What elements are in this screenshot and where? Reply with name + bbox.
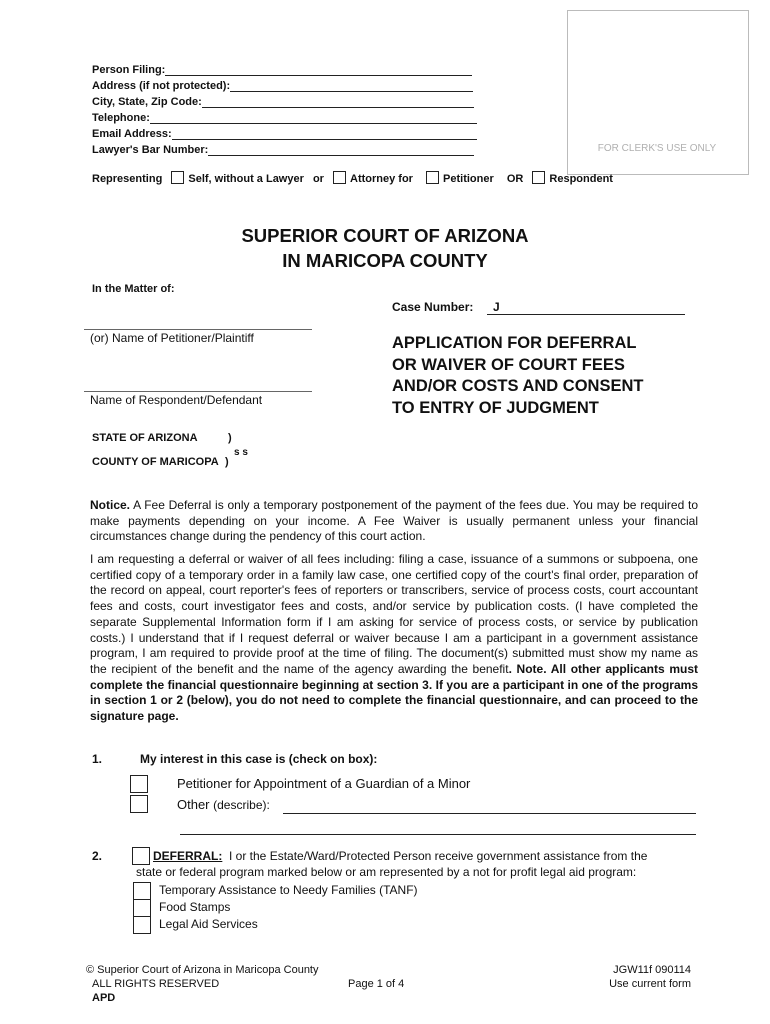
deferral-line bbox=[153, 849, 647, 863]
request-note: . Note. All other applicants must complete the financial questionnaire beginning at section 3. If you are a participant in one of the programs in section 1 or 2 (below), you do not need to complete the financial questionnaire, and can proceed to the signature page. bbox=[90, 661, 698, 724]
city-state-zip-row bbox=[92, 96, 474, 108]
petitioner-name-line[interactable] bbox=[84, 329, 312, 330]
other-option bbox=[177, 797, 270, 812]
venue-paren-1: ) bbox=[228, 432, 232, 444]
address-label: Address (if not protected): bbox=[92, 80, 231, 92]
bar-number-row bbox=[92, 144, 474, 156]
email-row bbox=[92, 128, 477, 140]
application-title bbox=[392, 333, 643, 419]
other-describe-label: (describe): bbox=[213, 798, 270, 812]
attorney-checkbox[interactable] bbox=[333, 171, 346, 184]
application-title-line: OR WAIVER OF COURT FEES bbox=[392, 355, 625, 374]
request-paragraph bbox=[90, 552, 698, 725]
person-filing-field[interactable] bbox=[165, 64, 472, 76]
footer-rights: ALL RIGHTS RESERVED bbox=[92, 978, 220, 990]
or-label: or bbox=[312, 173, 324, 185]
petitioner-name-label: (or) Name of Petitioner/Plaintiff bbox=[90, 331, 254, 345]
petitioner-checkbox[interactable] bbox=[426, 171, 439, 184]
footer-form-id: JGW11f 090114 bbox=[613, 964, 691, 976]
person-filing-label: Person Filing: bbox=[92, 64, 166, 76]
notice-text: A Fee Deferral is only a temporary postponement of the payment of the fees due. You may be required to make payments depending on your income. A Fee Waiver is usually permanent unless your financial circumstances change during the pendency of this court action. bbox=[90, 498, 699, 544]
tanf-checkbox[interactable] bbox=[133, 882, 151, 900]
legal-aid-checkbox[interactable] bbox=[133, 916, 151, 934]
ss-label: s s bbox=[234, 447, 248, 458]
telephone-field[interactable] bbox=[150, 112, 477, 124]
footer-use-current: Use current form bbox=[609, 978, 691, 990]
section1-number: 1. bbox=[92, 752, 103, 766]
venue-paren-2: ) bbox=[225, 456, 229, 468]
footer-page-number: Page 1 of 4 bbox=[348, 978, 405, 990]
representing-label: Representing bbox=[92, 173, 163, 185]
bar-number-field[interactable] bbox=[208, 144, 474, 156]
guardian-checkbox[interactable] bbox=[130, 775, 148, 793]
attorney-label: Attorney for bbox=[350, 173, 413, 185]
application-title-line: AND/OR COSTS AND CONSENT bbox=[392, 377, 644, 395]
city-state-zip-label: City, State, Zip Code: bbox=[92, 96, 202, 108]
deferral-label: DEFERRAL: bbox=[153, 849, 223, 863]
case-number-prefix: J bbox=[493, 300, 500, 314]
guardian-option-label: Petitioner for Appointment of a Guardian of a Minor bbox=[177, 776, 471, 791]
application-title-line: APPLICATION FOR DEFERRAL bbox=[392, 334, 637, 352]
other-checkbox[interactable] bbox=[130, 795, 148, 813]
respondent-name-label: Name of Respondent/Defendant bbox=[90, 393, 263, 407]
clerk-use-label: FOR CLERK'S USE ONLY bbox=[597, 143, 717, 154]
representing-row bbox=[92, 171, 613, 185]
footer-copyright: © Superior Court of Arizona in Maricopa County bbox=[86, 964, 319, 976]
footer-code: APD bbox=[92, 992, 116, 1004]
or-label-2: OR bbox=[506, 173, 524, 185]
respondent-label: Respondent bbox=[549, 173, 613, 185]
telephone-label: Telephone: bbox=[92, 112, 150, 124]
address-row bbox=[92, 80, 473, 92]
self-label: Self, without a Lawyer bbox=[188, 173, 304, 185]
state-label: STATE OF ARIZONA bbox=[92, 432, 198, 444]
notice-heading: Notice. bbox=[90, 498, 131, 512]
petitioner-label: Petitioner bbox=[443, 173, 494, 185]
respondent-checkbox[interactable] bbox=[532, 171, 545, 184]
food-stamps-checkbox[interactable] bbox=[133, 899, 151, 917]
matter-label: In the Matter of: bbox=[92, 283, 175, 295]
food-stamps-label: Food Stamps bbox=[159, 900, 231, 914]
legal-aid-label: Legal Aid Services bbox=[159, 917, 258, 931]
bar-number-label: Lawyer's Bar Number: bbox=[92, 144, 209, 156]
case-number-label: Case Number: bbox=[392, 300, 474, 314]
deferral-text: I or the Estate/Ward/Protected Person receive government assistance from the bbox=[229, 849, 648, 863]
case-number-field[interactable] bbox=[487, 300, 685, 315]
city-state-zip-field[interactable] bbox=[202, 96, 474, 108]
tanf-label: Temporary Assistance to Needy Families (TANF) bbox=[159, 883, 418, 897]
deferral-text-2: state or federal program marked below or am represented by a not for profit legal aid program: bbox=[136, 865, 637, 879]
email-field[interactable] bbox=[172, 128, 477, 140]
other-describe-field[interactable] bbox=[283, 813, 696, 814]
other-describe-field-2[interactable] bbox=[180, 834, 696, 835]
court-title-line1: SUPERIOR COURT OF ARIZONA bbox=[241, 225, 529, 246]
email-label: Email Address: bbox=[92, 128, 172, 140]
telephone-row bbox=[92, 112, 477, 124]
address-field[interactable] bbox=[230, 80, 473, 92]
application-title-line: TO ENTRY OF JUDGMENT bbox=[392, 398, 599, 417]
court-title-line2: IN MARICOPA COUNTY bbox=[282, 250, 488, 271]
notice-paragraph bbox=[90, 498, 698, 545]
other-option-label: Other bbox=[177, 797, 210, 812]
self-checkbox[interactable] bbox=[171, 171, 184, 184]
deferral-checkbox[interactable] bbox=[132, 847, 150, 865]
county-label: COUNTY OF MARICOPA bbox=[92, 456, 219, 468]
person-filing-row bbox=[92, 64, 472, 76]
request-text: I am requesting a deferral or waiver of all fees including: filing a case, issuance of a summons or subpoena, one certified copy of a temporary order in a family law case, one certified copy of the court's final order, preparation of the record on appeal, court reporter's fees of reporters or transcribers, service of process costs, court accountant fees and costs, court investigator fees and costs, and/or service by publication costs. (I have completed the separate Supplemental Information form if I am asking for service of process costs, or service by publication costs.) I understand that if I request deferral or waiver because I am a participant in a government assistance program, I am required to provide proof at the time of filing. The document(s) submitted must show my name as the recipient of the benefit and the name of the agency awarding the benefit bbox=[90, 552, 698, 676]
section2-number: 2. bbox=[92, 849, 103, 863]
respondent-name-line[interactable] bbox=[84, 391, 312, 392]
section1-heading: My interest in this case is (check on box): bbox=[140, 752, 378, 766]
